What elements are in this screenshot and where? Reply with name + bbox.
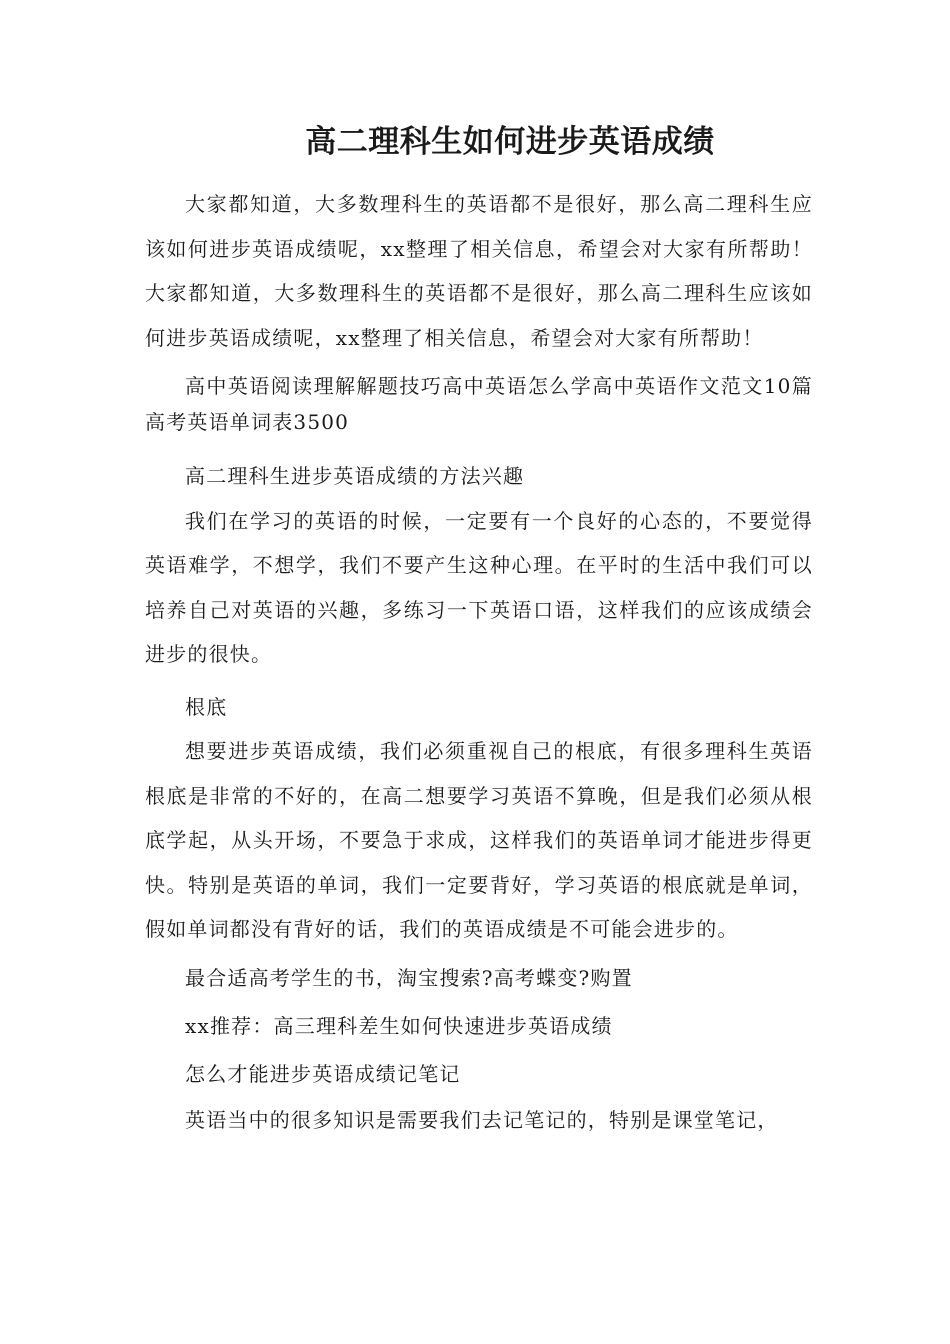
paragraph-interest: 我们在学习的英语的时候，一定要有一个良好的心态的，不要觉得英语难学，不想学，我们不要产生这种心理。在平时的生活中我们可以培养自己对英语的兴趣，多练习一下英语口语，这样我们的应该成绩会进步的很快。: [145, 508, 813, 666]
paragraph-book-ad: 最合适高考学生的书，淘宝搜索?高考蝶变?购置: [185, 965, 633, 990]
paragraph-intro: 大家都知道，大多数理科生的英语都不是很好，那么高二理科生应该如何进步英语成绩呢，xx整理了相关信息，希望会对大家有所帮助！大家都知道，大多数理科生的英语都不是很好，那么高二理科生应该如何进步英语成绩呢，xx整理了相关信息，希望会对大家有所帮助！: [145, 192, 813, 350]
section-heading-foundation: 根底: [185, 694, 228, 719]
paragraph-recommendation: xx推荐：高三理科差生如何快速进步英语成绩: [185, 1013, 613, 1038]
document-title: 高二理科生如何进步英语成绩: [305, 124, 715, 160]
paragraph-related-links: 高中英语阅读理解解题技巧高中英语怎么学高中英语作文范文10篇高考英语单词表3500: [145, 374, 813, 434]
document-body: [145, 182, 813, 1150]
paragraph-notes: 英语当中的很多知识是需要我们去记笔记的，特别是课堂笔记，: [185, 1107, 779, 1132]
section-heading-notes: 怎么才能进步英语成绩记笔记: [185, 1061, 461, 1086]
section-heading-interest: 高二理科生进步英语成绩的方法兴趣: [185, 464, 525, 488]
paragraph-foundation: 想要进步英语成绩，我们必须重视自己的根底，有很多理科生英语根底是非常的不好的，在高二想要学习英语不算晚，但是我们必须从根底学起，从头开场，不要急于求成，这样我们的英语单词才能进步得更快。特别是英语的单词，我们一定要背好，学习英语的根底就是单词，假如单词都没有背好的话，我们的英语成绩是不可能会进步的。: [145, 739, 813, 941]
